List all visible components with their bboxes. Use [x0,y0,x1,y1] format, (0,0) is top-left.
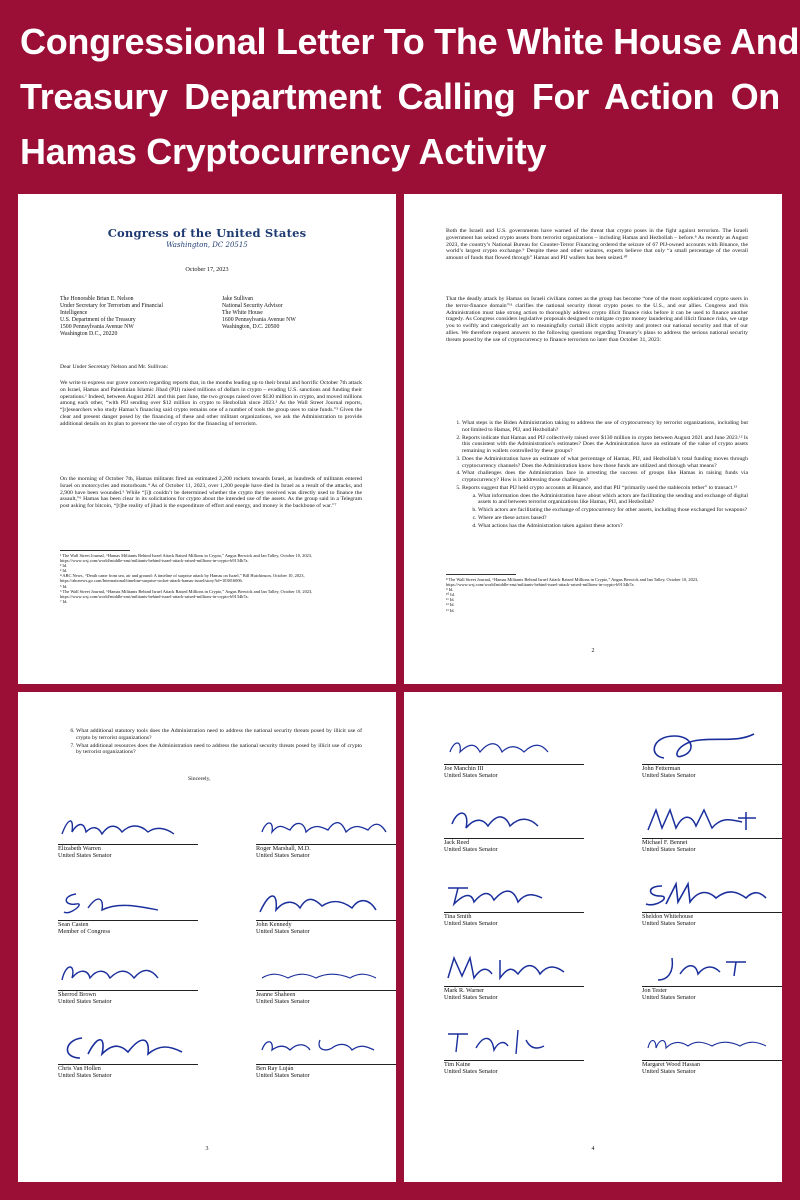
footnote: ⁴ ABC News, “Death came from sea, air and ground: A timeline of surprise attack by Hamas on Israel,” Bill Hutchinson, October 10, 2023, https://abcnews.go.com/International/timeline-surprise-rocket-attack-hamas-israel/story?id=103816006. [60,573,305,584]
signer-name: Jeanne Shaheen [256,991,296,998]
signer-name: Sheldon Whitehouse [642,913,694,920]
signature-block [642,728,782,779]
signature-block [58,1028,198,1079]
signer-title: United States Senator [256,852,310,859]
addr-line: Under Secretary for Terrorism and Financial [60,302,163,309]
question-3: 3. Does the Administration have an estimate of what percentage of Hamas, PIJ, and Hezbollah’s total funding moves through cryptocurrency channels? Does the Administration know how those funds are utilized and through what means? [462,456,748,470]
signature-image [444,802,584,838]
subquestion-a: a. What information does the Administration have about which actors are facilitating the sending and exchange of digital assets to and between terrorist organizations like Hamas, PIJ, and Hezbollah? [478,493,748,507]
footnote-rule [446,574,516,575]
paragraph-4: That the deadly attack by Hamas on Israeli civilians comes as the group has become “one of the most sophisticated crypto users in the terror-finance domain”¹¹ clarifies the national security threat crypto poses to the U.S., and our allies. Congress and this Administration must take strong action to thoroughly address crypto illicit finance risks before it can be used to finance another tragedy. As Congress considers legislative proposals designed to mitigate crypto money laundering and illicit finance risks, we urge you to swiftly and categorically act to meaningfully curtail illicit crypto activity and protect our national security and that of our allies. We therefore request answers to the following questions regarding Treasury’s plans to address the serious national security threats posed by the use of cryptocurrency to finance terrorism no later than October 31, 2023: [446,296,748,343]
signer-name: Mark R. Warner [444,987,485,994]
question-5-text: Reports suggest that PIJ held crypto accounts at Binance, and that PIJ “primarily used the stablecoin tether” to transact.¹³ [462,484,738,491]
signature-image [58,954,198,990]
signature-block [642,802,782,853]
subquestion-d: d. What actions has the Administration taken against these actors? [478,523,748,530]
signer-name: Sherrod Brown [58,991,96,998]
signer-title: United States Senator [642,846,696,853]
signer-name: Chris Van Hollen [58,1065,101,1072]
signer-title: United States Senator [642,994,696,1001]
signer-title: Member of Congress [58,928,111,935]
footnote: ¹⁰ Id. [446,592,455,598]
signature-block [58,808,198,859]
paragraph-2: On the morning of October 7th, Hamas militants fired an estimated 2,200 rockets towards Israel, as hundreds of militants entered Israel on motorcycles and motorboats.⁴ As of October 11, 2023, over 1,200 people have died in Israel as a result of the attacks, and 2,900 have been wounded.⁵ While “[i]t couldn’t be determined whether the crypto they received was directly used to finance the assault,”⁶ Hamas has been clear in its solicitations for crypto about the intended use of the assets. As the group said in a Telegram post asking for bitcoin, “[t]he reality of jihad is the expenditure of effort and energy, and money is the backbone of war.”⁷ [60,476,362,509]
addr-line: 1500 Pennsylvania Avenue NW [60,323,134,330]
headline-line-3: Hamas Cryptocurrency Activity [20,131,547,172]
page-number: 4 [591,1146,595,1152]
addr-line: National Security Advisor [222,302,283,309]
subquestion-c: c. Where are these actors based? [478,515,748,522]
footnote: ¹³ Id. [446,607,455,613]
signer-name: Michael F. Bennet [642,839,688,846]
signature-image [58,884,198,920]
question-7: 7. What additional resources does the Administration need to address the national security threats posed by illicit use of crypto by terrorist organizations? [76,743,362,757]
question-5 [462,485,748,530]
signer-name: Jack Reed [444,839,470,846]
signer-name: Joe Manchin III [444,765,484,772]
signature-image [444,1024,584,1060]
signature-image [642,950,782,986]
signer-name: Elizabeth Warren [58,845,101,852]
letter-page-2 [404,194,782,684]
signature-image [642,802,782,838]
signature-image [642,1024,782,1060]
signature-block [444,802,584,853]
footnote: ¹² Id. [446,602,455,608]
addr-line: Jake Sullivan [222,296,254,302]
signature-block [256,884,396,935]
footnotes [446,577,746,613]
signer-name: John Fetterman [642,765,681,772]
footnote: ⁵ Id. [60,583,68,589]
signer-name: Roger Marshall, M.D. [256,845,311,852]
footnote: ⁶ The Wall Street Journal, “Hamas Militants Behind Israel Attack Raised Millions in Crypto,” Angus Berwick and Ian Talley, October 10, 2023, https://www.wsj.com/world/middle-east/militants-behind-israel-attack-raised-millions-in-crypto-b9134b7a. [60,588,313,599]
signature-image [256,808,396,844]
page-number: 3 [205,1146,209,1152]
signer-title: United States Senator [642,1068,696,1075]
addr-line: Washington, D.C. 20500 [222,323,280,330]
signature-image [58,1028,198,1064]
signature-block [256,954,396,1005]
signature-block [444,728,584,779]
signature-block [256,808,396,859]
signer-title: United States Senator [444,846,498,853]
addr-line: Washington D.C., 20220 [60,330,118,337]
signer-title: United States Senator [444,994,498,1001]
signer-title: United States Senator [256,998,310,1005]
signer-title: United States Senator [444,920,498,927]
closing: Sincerely, [188,776,211,782]
addressee-left [60,296,163,337]
footnote-rule [60,550,130,551]
letterhead-org: Congress of the United States [107,226,307,240]
page-number: 2 [591,648,595,654]
signer-title: United States Senator [642,920,696,927]
signature-image [444,728,584,764]
signer-title: United States Senator [58,1072,112,1079]
signature-block [256,1028,396,1079]
signature-block [642,950,782,1001]
letter-page-3 [18,692,396,1182]
paragraph-3: Both the Israeli and U.S. governments have warned of the threat that crypto poses in the fight against terrorism. The Israeli government has seized crypto assets from terrorist organizations – including Hamas and Hezbollah – before.⁸ As recently as August 2023, the country’s National Bureau for Counter-Terror Financing ordered the seizure of 67 PIJ-owned accounts with Binance, the world’s largest crypto exchange.⁹ Despite these and other seizures, experts believe that only “a small percentage of the overall amount of funds that flowed through” Hamas and PIJ wallets has been seized.¹⁰ [446,228,748,261]
addr-line: 1600 Pennsylvania Avenue NW [222,316,296,323]
signature-block [58,954,198,1005]
signature-image [642,876,782,912]
paragraph-1: We write to express our grave concern regarding reports that, in the months leading up to their brutal and horrific October 7th attack on Israel, Hamas and Palestinian Islamic Jihad (PIJ) raised millions of dollars in crypto – evading U.S. sanctions and funding their operations.¹ Indeed, between August 2021 and this past June, the two groups raised over $130 million in crypto, and moved millions among each other, “with PIJ sending over $12 million in crypto to Hezbollah since 2023.² As the Wall Street Journal reports, “[r]esearchers who study Hamas’s financing said crypto remains one of a number of tools the group uses to raise funds.”³ Given the clear and present danger posed by the financing of these and other militant organizations, we ask the Administration to provide additional details on its plan to prevent the use of crypto for the financing of terrorism. [60,380,362,427]
headline-line-2: Treasury Department Calling For Action On [20,76,780,117]
signer-name: John Kennedy [256,921,292,928]
signer-title: United States Senator [58,998,112,1005]
footnote: ¹ The Wall Street Journal, “Hamas Militants Behind Israel Attack Raised Millions in Crypto,” Angus Berwick and Ian Talley, October 10, 2023, https://www.wsj.com/world/middle-east/militants-behind-israel-attack-raised-millions-in-crypto-b9134b7a. [60,553,313,564]
footnotes [60,553,360,604]
signer-name: Margaret Wood Hassan [642,1061,701,1068]
footnote: ³ Id. [60,568,68,574]
signature-image [444,876,584,912]
footnote: ⁷ Id. [60,598,68,604]
letter-page-4 [404,692,782,1182]
addressee-right [222,296,296,331]
signer-name: Jon Tester [642,987,668,994]
signer-title: United States Senator [642,772,696,779]
subquestion-b: b. Which actors are facilitating the exchange of cryptocurrency for other assets, including those exchanged for weapons? [478,507,748,514]
footnote: ¹¹ Id. [446,597,455,603]
signer-title: United States Senator [444,1068,498,1075]
letterhead-city: Washington, DC 20515 [166,241,248,249]
addr-line: The Honorable Brian E. Nelson [60,296,134,302]
signature-image [256,884,396,920]
signer-title: United States Senator [256,928,310,935]
signature-block [58,884,198,935]
question-1: 1. What steps is the Biden Administration taking to address the use of cryptocurrency by terrorist organizations, including but not limited to Hamas, PIJ, and Hezbollah? [462,420,748,434]
addr-line: Intelligence [60,309,88,316]
headline [20,14,800,179]
footnote: ⁸ The Wall Street Journal, “Hamas Militants Behind Israel Attack Raised Millions in Crypto,” Angus Berwick and Ian Talley, October 10, 2023, https://www.wsj.com/world/middle-east/militants-behind-israel-attack-raised-millions-in-crypto-b9134b7a. [446,577,699,588]
footnote: ² Id. [60,563,68,569]
signature-image [642,728,782,764]
signature-block [444,950,584,1001]
signer-title: United States Senator [58,852,112,859]
signer-name: Tina Smith [444,913,472,920]
signature-block [642,1024,782,1075]
letterhead [18,226,396,249]
letter-page-1 [18,194,396,684]
letter-date: October 17, 2023 [185,266,229,273]
question-4: 4. What challenges does the Administration face in arresting the success of groups like Hamas in raising funds via cryptocurrency? How is it addressing those challenges? [462,470,748,484]
signer-title: United States Senator [444,772,498,779]
addr-line: U.S. Department of the Treasury [60,316,136,323]
addr-line: The White House [222,309,263,316]
headline-line-1: Congressional Letter To The White House And [20,21,800,62]
footnote: ⁹ Id. [446,587,454,593]
signature-image [444,950,584,986]
question-6: 6. What additional statutory tools does the Administration need to address the national security threats posed by illicit use of crypto by terrorist organizations? [76,728,362,742]
signer-name: Tim Kaine [444,1061,471,1068]
signature-block [642,876,782,927]
signature-image [256,954,396,990]
signature-image [256,1028,396,1064]
signer-name: Sean Casten [58,921,89,928]
signer-name: Ben Ray Luján [256,1065,294,1072]
signature-block [444,1024,584,1075]
signature-image [58,808,198,844]
question-2: 2. Reports indicate that Hamas and PIJ collectively raised over $130 million in crypto between August 2021 and June 2023.¹² Is this consistent with the Administration’s estimates? Does the Administration have an estimate of the value of crypto assets remaining in wallets controlled by these groups? [462,435,748,455]
signature-block [444,876,584,927]
signer-title: United States Senator [256,1072,310,1079]
question-list [446,420,748,530]
salutation: Dear Under Secretary Nelson and Mr. Sullivan: [60,364,169,370]
question-list-continued [60,728,362,757]
